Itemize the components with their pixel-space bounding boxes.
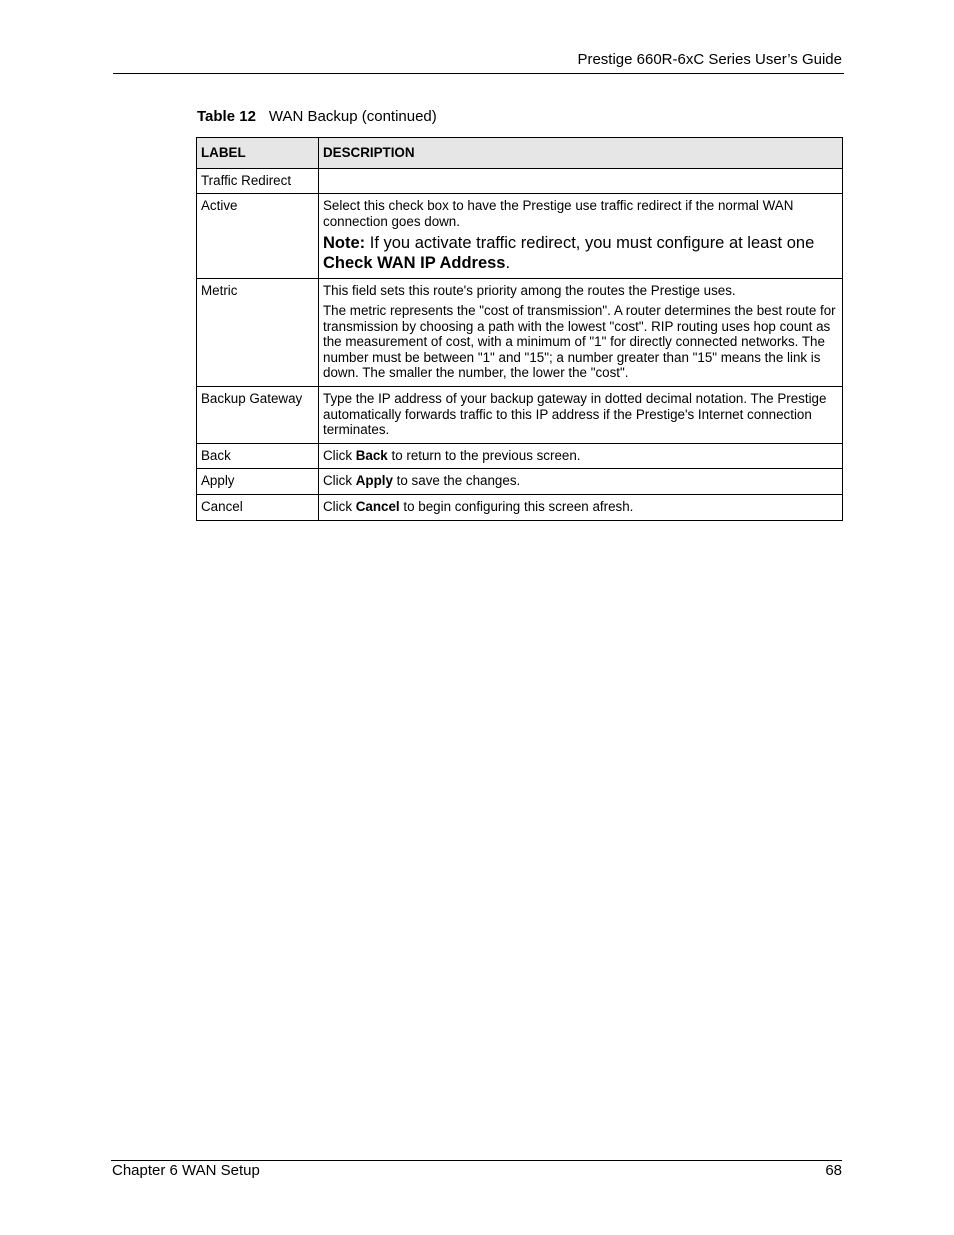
footer-chapter: Chapter 6 WAN Setup — [112, 1162, 260, 1179]
desc-text: Click — [323, 498, 356, 514]
description-paragraph: Select this check box to have the Prestige use traffic redirect if the normal WAN connection goes down. — [323, 198, 794, 229]
desc-text: to begin configuring this screen afresh. — [399, 498, 634, 514]
desc-text: to save the changes. — [392, 473, 521, 489]
row-label: Traffic Redirect — [197, 168, 319, 194]
row-description — [319, 443, 843, 469]
row-label: Metric — [197, 279, 319, 387]
running-header: Prestige 660R-6xC Series User’s Guide — [577, 51, 842, 68]
row-description — [319, 386, 843, 443]
desc-text: Click — [323, 447, 356, 463]
description-paragraph: Type the IP address of your backup gateway in dotted decimal notation. The Prestige automatically forwards traffic to this IP address if the Prestige's Internet connection terminates. — [323, 390, 827, 438]
row-label: Active — [197, 194, 319, 279]
table-row — [197, 386, 843, 443]
table-row — [197, 443, 843, 469]
table-caption-label: Table 12 — [197, 108, 256, 125]
header-rule — [113, 73, 844, 74]
row-label: Backup Gateway — [197, 386, 319, 443]
table-row — [197, 279, 843, 387]
description-paragraph: The metric represents the "cost of transmission". A router determines the best route for transmission by choosing a path with the lowest "cost". RIP routing uses hop count as the measurement of cost, with a minimum of "1" for directly connected networks. The number must be between "1" and "15"; a number greater than "15" means the link is down. The smaller the number, the lower the "cost". — [323, 302, 836, 381]
footer-rule — [111, 1160, 842, 1161]
column-header-description: DESCRIPTION — [319, 138, 843, 169]
row-description — [319, 168, 843, 194]
row-label: Back — [197, 443, 319, 469]
description-paragraph: This field sets this route's priority among the routes the Prestige uses. — [323, 283, 736, 299]
note-paragraph — [323, 233, 838, 273]
row-description — [319, 279, 843, 387]
table-row — [197, 194, 843, 279]
row-description — [319, 469, 843, 495]
row-label: Cancel — [197, 494, 319, 520]
table-row — [197, 494, 843, 520]
row-description — [319, 194, 843, 279]
desc-emphasis: Cancel — [355, 498, 400, 514]
table-header-row — [197, 138, 843, 169]
note-text: If you activate traffic redirect, you must configure at least one — [365, 234, 815, 253]
column-header-label: LABEL — [197, 138, 319, 169]
wan-backup-table — [196, 137, 843, 521]
note-emphasis: Check WAN IP Address — [323, 254, 506, 273]
table-row — [197, 469, 843, 495]
desc-emphasis: Apply — [355, 473, 393, 489]
table-caption — [197, 108, 437, 125]
table-caption-title: WAN Backup (continued) — [268, 108, 437, 125]
note-end: . — [505, 254, 511, 273]
note-label: Note: — [323, 234, 366, 253]
row-description — [319, 494, 843, 520]
desc-text: Click — [323, 473, 356, 489]
desc-text: to return to the previous screen. — [387, 447, 581, 463]
desc-emphasis: Back — [355, 447, 388, 463]
row-label: Apply — [197, 469, 319, 495]
page-number: 68 — [825, 1162, 842, 1179]
table-row — [197, 168, 843, 194]
